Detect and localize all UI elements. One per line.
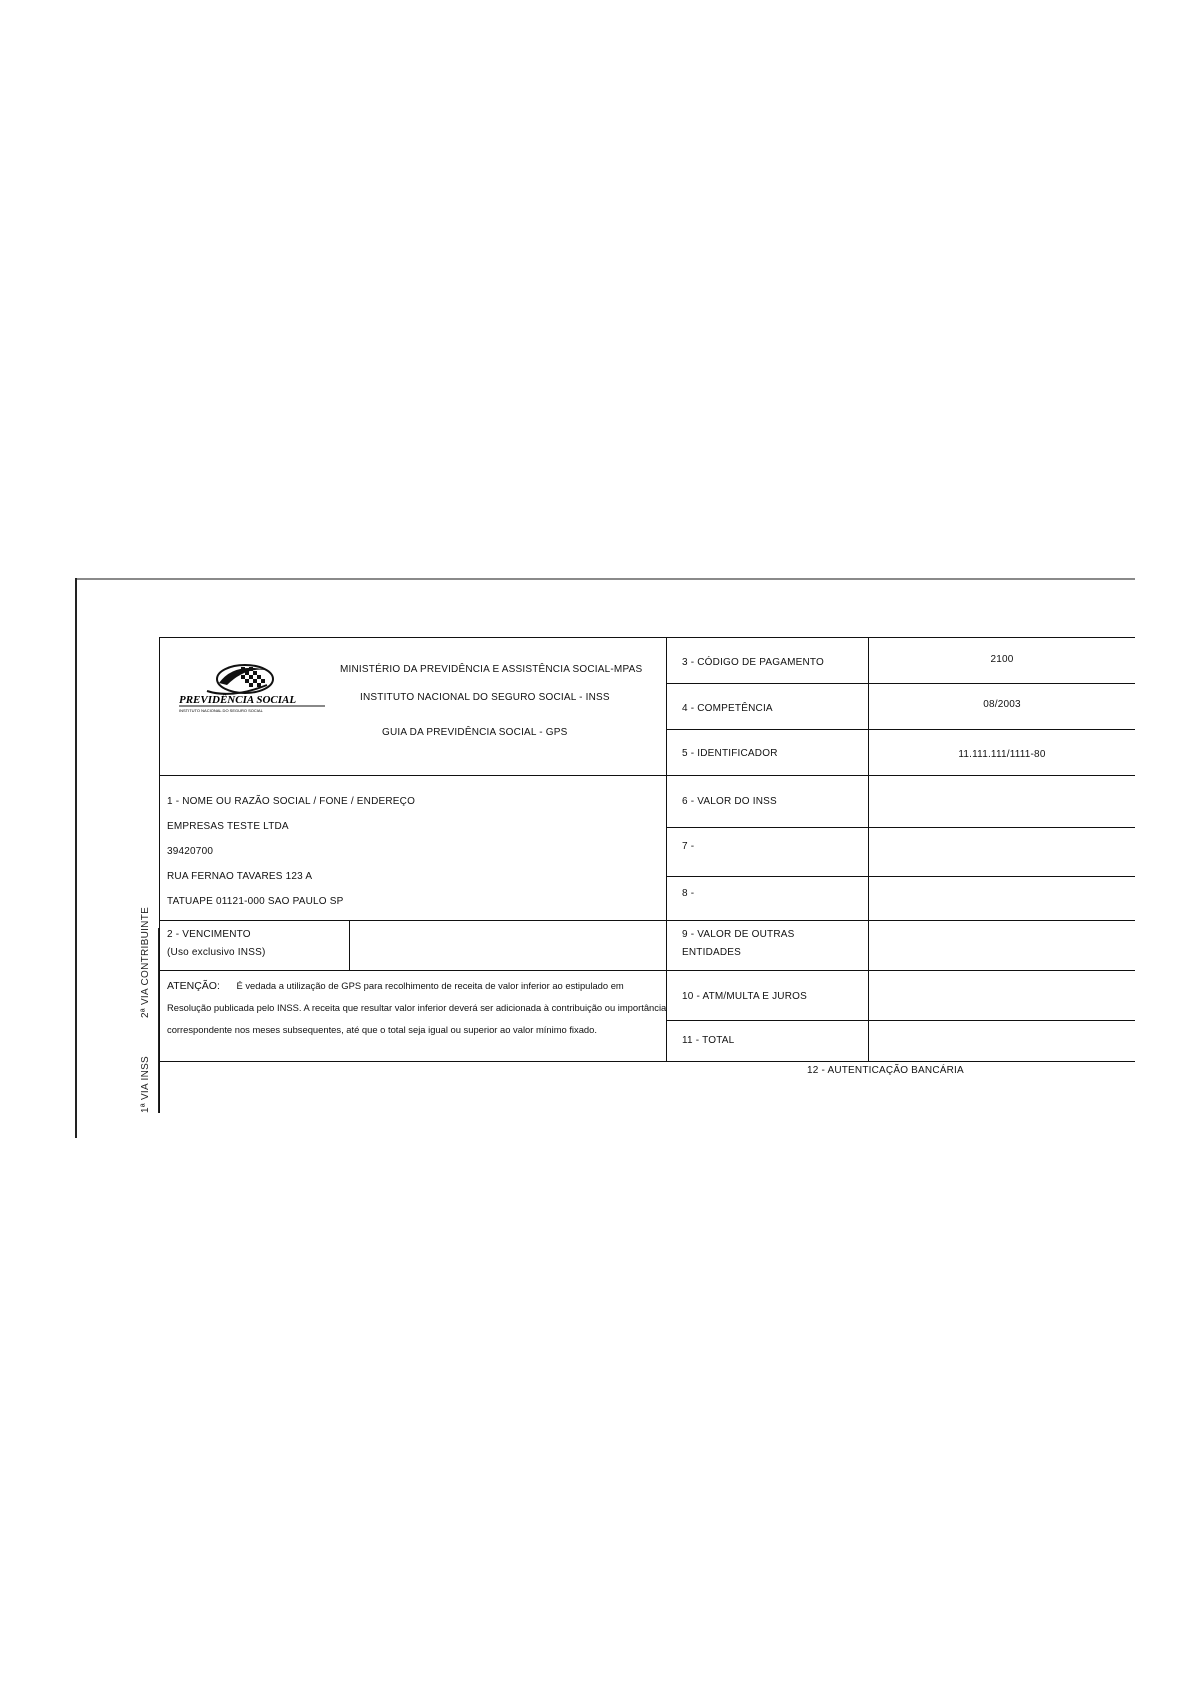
form-bottom-border — [159, 1061, 1135, 1062]
field-8-label: 8 - — [682, 888, 695, 899]
field-5-label: 5 - IDENTIFICADOR — [682, 748, 778, 759]
contributor-street: RUA FERNAO TAVARES 123 A — [167, 871, 313, 882]
logo-subtext: INSTITUTO NACIONAL DO SEGURO SOCIAL — [179, 708, 263, 713]
row-divider-f10 — [667, 1020, 1135, 1021]
due-label: 2 - VENCIMENTO — [167, 929, 251, 940]
field-10-label: 10 - ATM/MULTA E JUROS — [682, 991, 807, 1002]
header-ministry: MINISTÉRIO DA PREVIDÊNCIA E ASSISTÊNCIA SOCIAL-MPAS — [340, 664, 643, 675]
contributor-phone: 39420700 — [167, 846, 214, 857]
form-top-border — [159, 637, 1135, 638]
form-left-border — [159, 637, 160, 1113]
frame-left-border — [75, 578, 77, 1138]
field-3-value: 2100 — [990, 654, 1014, 665]
row-divider-f4 — [667, 729, 1135, 730]
field-9-label-line2: ENTIDADES — [682, 947, 742, 958]
field-3-label: 3 - CÓDIGO DE PAGAMENTO — [682, 657, 825, 668]
row-divider-f3 — [667, 683, 1135, 684]
gps-form — [159, 637, 1135, 1113]
notice-body: É vedada a utilização de GPS para recolhimento de receita de valor inferior ao estipulado em Resolução publicada pelo INSS. A receita que resultar valor inferior deverá ser adicionada à contribuição ou importância correspondente nos meses subsequentes, até que o total seja igual ou superior ao valor mínimo fixado. — [167, 980, 667, 1035]
contributor-name: EMPRESAS TESTE LTDA — [167, 821, 289, 832]
previdencia-logo-icon — [177, 657, 327, 717]
field-4-value: 08/2003 — [983, 699, 1021, 710]
contributor-label: 1 - NOME OU RAZÃO SOCIAL / FONE / ENDEREÇO — [167, 796, 416, 807]
field-4-label: 4 - COMPETÊNCIA — [682, 703, 773, 714]
field-5-value: 11.111.111/1111-80 — [958, 749, 1046, 760]
logo-wordmark: PREVIDÊNCIA SOCIAL — [179, 694, 297, 706]
field-9-label: 9 - VALOR DE OUTRAS — [682, 929, 795, 940]
previdencia-logo — [177, 657, 327, 717]
row-divider-f7 — [667, 876, 1135, 877]
col-divider-due — [349, 920, 350, 970]
field-7-label: 7 - — [682, 841, 695, 852]
notice-text — [167, 975, 667, 1041]
row-divider-due — [159, 970, 1135, 971]
header-institute: INSTITUTO NACIONAL DO SEGURO SOCIAL - INSS — [360, 692, 610, 703]
frame-top-border — [75, 578, 1135, 580]
row-divider-f6 — [667, 827, 1135, 828]
field-11-label: 11 - TOTAL — [682, 1035, 735, 1046]
row-divider-address — [159, 920, 1135, 921]
field-6-label: 6 - VALOR DO INSS — [682, 796, 777, 807]
header-guide-title: GUIA DA PREVIDÊNCIA SOCIAL - GPS — [382, 727, 568, 738]
contributor-city: TATUAPE 01121-000 SAO PAULO SP — [167, 896, 344, 907]
row-divider-header — [159, 775, 1135, 776]
notice-title: ATENÇÃO: — [167, 980, 220, 992]
side-label-via1: 1ª VIA INSS — [140, 1055, 151, 1113]
field-12-label: 12 - AUTENTICAÇÃO BANCÁRIA — [807, 1065, 964, 1076]
side-label-via2: 2ª VIA CONTRIBUINTE — [140, 906, 151, 1018]
due-sublabel: (Uso exclusivo INSS) — [167, 947, 266, 958]
